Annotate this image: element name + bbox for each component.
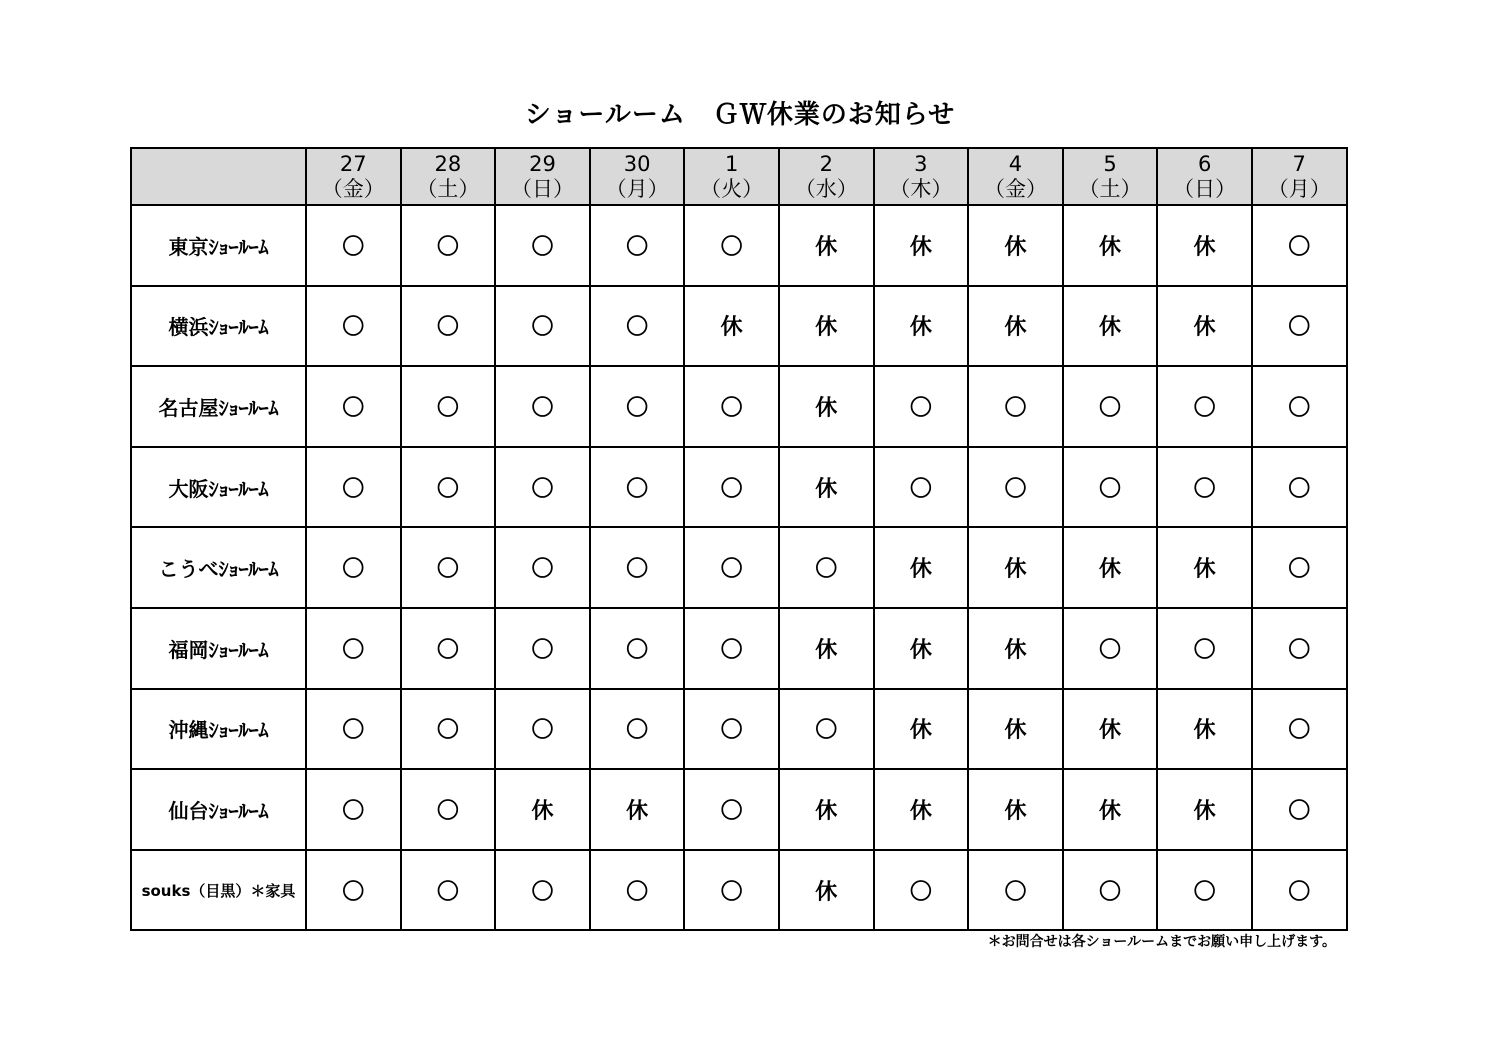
day-weekday: （月）: [605, 176, 669, 201]
day-weekday: （土）: [416, 176, 480, 201]
showroom-name: 福岡ｼｮｰﾙｰﾑ: [131, 608, 306, 689]
status-cell: 休: [968, 527, 1063, 608]
status-cell: 〇: [306, 527, 401, 608]
status-cell: 〇: [874, 447, 969, 528]
status-cell: 〇: [684, 527, 779, 608]
status-cell: 〇: [401, 608, 496, 689]
status-cell: 〇: [590, 366, 685, 447]
status-cell: 〇: [306, 608, 401, 689]
status-cell: 〇: [306, 205, 401, 286]
status-cell: 〇: [684, 689, 779, 770]
status-cell: 〇: [1252, 366, 1347, 447]
status-cell: 休: [779, 608, 874, 689]
day-number: 6: [1197, 151, 1212, 176]
status-cell: 〇: [401, 447, 496, 528]
status-cell: 〇: [590, 286, 685, 367]
status-cell: 〇: [684, 850, 779, 931]
showroom-name: souks（目黒）＊家具: [131, 850, 306, 931]
status-cell: 休: [1063, 205, 1158, 286]
status-cell: 〇: [495, 608, 590, 689]
day-header: [779, 148, 874, 205]
status-cell: 休: [1157, 689, 1252, 770]
status-cell: 〇: [1252, 527, 1347, 608]
status-cell: 〇: [874, 850, 969, 931]
status-cell: 〇: [968, 366, 1063, 447]
status-cell: 〇: [306, 689, 401, 770]
day-weekday: （水）: [794, 176, 858, 201]
holiday-schedule-table: [130, 147, 1348, 931]
status-cell: 〇: [1063, 366, 1158, 447]
status-cell: 〇: [590, 689, 685, 770]
day-number: 30: [623, 151, 651, 176]
showroom-name: 名古屋ｼｮｰﾙｰﾑ: [131, 366, 306, 447]
day-number: 3: [914, 151, 928, 176]
status-cell: 休: [779, 850, 874, 931]
showroom-name: 沖縄ｼｮｰﾙｰﾑ: [131, 689, 306, 770]
showroom-row: [131, 527, 1347, 608]
status-cell: 〇: [1252, 447, 1347, 528]
day-weekday: （日）: [1173, 176, 1237, 201]
status-cell: 〇: [306, 366, 401, 447]
day-header: [495, 148, 590, 205]
showroom-name: こうべｼｮｰﾙｰﾑ: [131, 527, 306, 608]
day-header: [401, 148, 496, 205]
status-cell: 休: [1157, 286, 1252, 367]
status-cell: 〇: [779, 689, 874, 770]
footnote: ＊お問合せは各ショールームまでお願い申し上げます。: [987, 934, 1336, 950]
day-number: 2: [819, 151, 833, 176]
day-number: 1: [724, 151, 739, 176]
status-cell: 〇: [968, 447, 1063, 528]
status-cell: 休: [779, 447, 874, 528]
status-cell: 休: [1063, 689, 1158, 770]
day-header: [968, 148, 1063, 205]
status-cell: 〇: [495, 689, 590, 770]
status-cell: 〇: [1252, 769, 1347, 850]
status-cell: 休: [968, 205, 1063, 286]
status-cell: 〇: [495, 527, 590, 608]
status-cell: 〇: [306, 447, 401, 528]
status-cell: 〇: [1157, 608, 1252, 689]
status-cell: 休: [874, 769, 969, 850]
page-title: ショールーム ＧＷ休業のお知らせ: [524, 100, 956, 130]
status-cell: 休: [495, 769, 590, 850]
status-cell: 〇: [495, 850, 590, 931]
day-header: [1252, 148, 1347, 205]
status-cell: 〇: [684, 447, 779, 528]
status-cell: 休: [684, 286, 779, 367]
status-cell: 〇: [590, 205, 685, 286]
status-cell: 〇: [684, 608, 779, 689]
showroom-name: 大阪ｼｮｰﾙｰﾑ: [131, 447, 306, 528]
day-number: 28: [434, 151, 462, 176]
status-cell: 〇: [401, 689, 496, 770]
day-number: 29: [529, 151, 556, 176]
status-cell: 〇: [684, 205, 779, 286]
status-cell: 〇: [495, 205, 590, 286]
status-cell: 休: [779, 205, 874, 286]
status-cell: 〇: [968, 850, 1063, 931]
status-cell: 〇: [1157, 850, 1252, 931]
status-cell: 休: [968, 608, 1063, 689]
day-header: [684, 148, 779, 205]
day-number: 7: [1292, 151, 1306, 176]
showroom-row: [131, 447, 1347, 528]
header-corner-cell: [131, 148, 306, 205]
day-number: 4: [1008, 151, 1023, 176]
day-header: [1157, 148, 1252, 205]
status-cell: 休: [1157, 205, 1252, 286]
header-row: [131, 148, 1347, 205]
status-cell: 休: [874, 527, 969, 608]
status-cell: 休: [590, 769, 685, 850]
status-cell: 休: [1063, 527, 1158, 608]
showroom-name: 東京ｼｮｰﾙｰﾑ: [131, 205, 306, 286]
status-cell: 〇: [401, 850, 496, 931]
status-cell: 〇: [590, 850, 685, 931]
status-cell: 〇: [401, 205, 496, 286]
status-cell: 〇: [1157, 366, 1252, 447]
showroom-row: [131, 366, 1347, 447]
day-header: [1063, 148, 1158, 205]
status-cell: 〇: [1063, 608, 1158, 689]
day-weekday: （火）: [700, 176, 764, 201]
status-cell: 〇: [874, 366, 969, 447]
showroom-row: [131, 286, 1347, 367]
status-cell: 〇: [306, 286, 401, 367]
day-header: [874, 148, 969, 205]
status-cell: 休: [1063, 286, 1158, 367]
status-cell: 〇: [401, 769, 496, 850]
status-cell: 〇: [684, 366, 779, 447]
status-cell: 休: [874, 608, 969, 689]
status-cell: 〇: [684, 769, 779, 850]
status-cell: 〇: [401, 286, 496, 367]
day-number: 5: [1103, 151, 1117, 176]
day-weekday: （日）: [510, 176, 574, 201]
status-cell: 〇: [1252, 608, 1347, 689]
status-cell: 休: [874, 205, 969, 286]
showroom-row: [131, 850, 1347, 931]
day-header: [590, 148, 685, 205]
showroom-row: [131, 205, 1347, 286]
day-weekday: （木）: [889, 176, 953, 201]
status-cell: 〇: [1157, 447, 1252, 528]
status-cell: 〇: [306, 850, 401, 931]
showroom-name: 横浜ｼｮｰﾙｰﾑ: [131, 286, 306, 367]
status-cell: 〇: [306, 769, 401, 850]
status-cell: 〇: [401, 527, 496, 608]
status-cell: 休: [874, 689, 969, 770]
showroom-row: [131, 769, 1347, 850]
status-cell: 〇: [1252, 205, 1347, 286]
status-cell: 休: [779, 769, 874, 850]
status-cell: 休: [1157, 769, 1252, 850]
status-cell: 休: [1063, 769, 1158, 850]
status-cell: 〇: [779, 527, 874, 608]
day-weekday: （金）: [983, 176, 1047, 201]
day-number: 27: [339, 151, 367, 176]
showroom-row: [131, 689, 1347, 770]
status-cell: 休: [1157, 527, 1252, 608]
status-cell: 休: [968, 769, 1063, 850]
status-cell: 〇: [1252, 850, 1347, 931]
day-header: [306, 148, 401, 205]
status-cell: 〇: [495, 447, 590, 528]
status-cell: 〇: [590, 527, 685, 608]
day-weekday: （月）: [1267, 176, 1331, 201]
status-cell: 〇: [1252, 689, 1347, 770]
status-cell: 〇: [590, 608, 685, 689]
status-cell: 休: [779, 286, 874, 367]
status-cell: 〇: [1063, 850, 1158, 931]
status-cell: 休: [968, 286, 1063, 367]
day-weekday: （金）: [321, 176, 385, 201]
showroom-name: 仙台ｼｮｰﾙｰﾑ: [131, 769, 306, 850]
status-cell: 〇: [1252, 286, 1347, 367]
status-cell: 〇: [401, 366, 496, 447]
status-cell: 〇: [495, 366, 590, 447]
status-cell: 〇: [590, 447, 685, 528]
showroom-row: [131, 608, 1347, 689]
day-weekday: （土）: [1078, 176, 1142, 201]
status-cell: 〇: [1063, 447, 1158, 528]
status-cell: 休: [874, 286, 969, 367]
status-cell: 休: [779, 366, 874, 447]
status-cell: 休: [968, 689, 1063, 770]
status-cell: 〇: [495, 286, 590, 367]
